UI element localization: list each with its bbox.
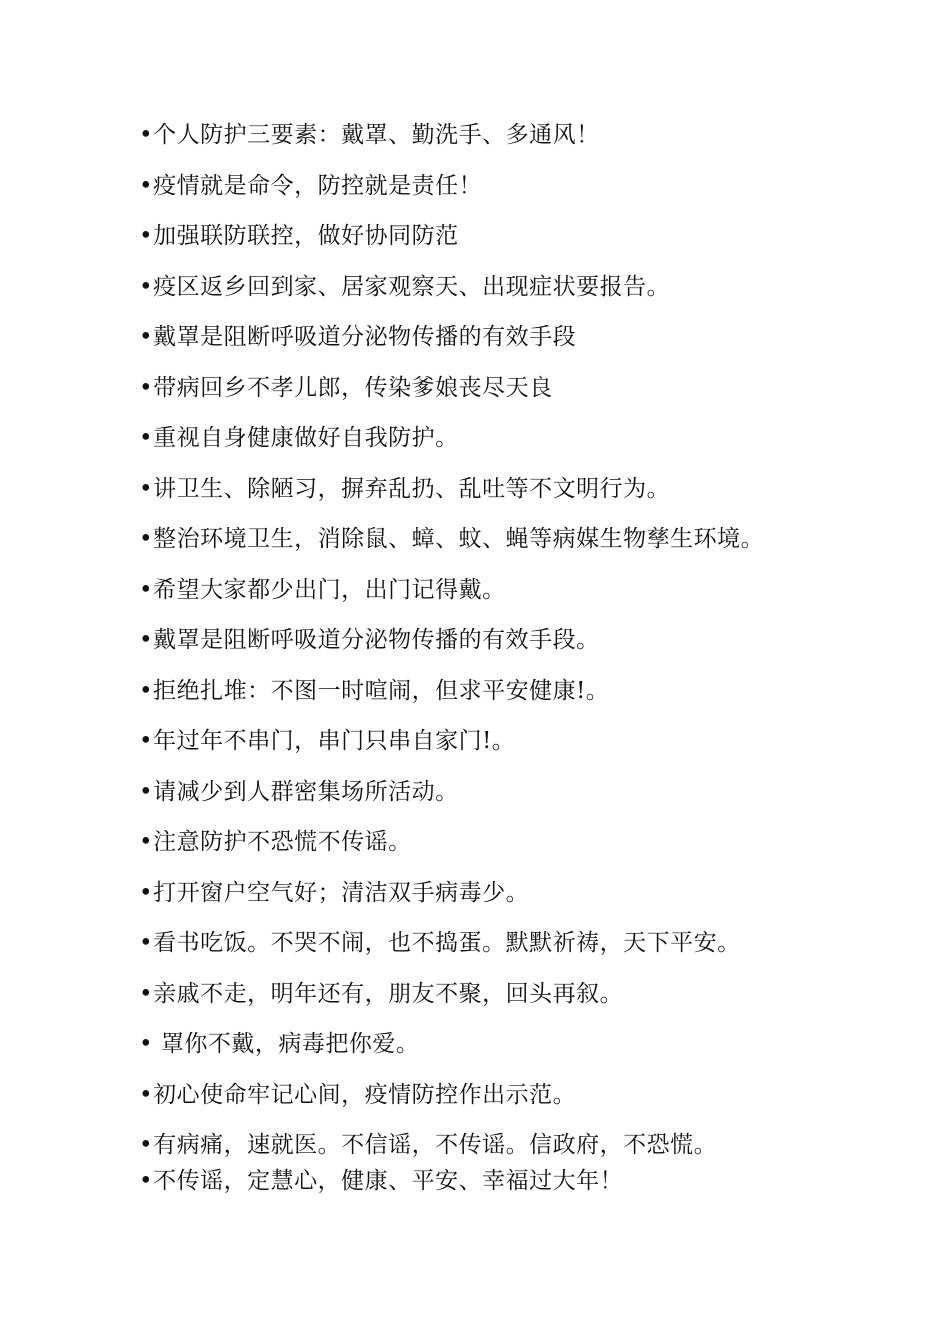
list-item: •打开窗户空气好；清洁双手病毒少。 — [139, 879, 530, 906]
slogan-list — [139, 112, 919, 1209]
list-item: •疫区返乡回到家、居家观察天、出现症状要报告。 — [139, 273, 671, 300]
list-item: •疫情就是命令，防控就是责任！ — [139, 172, 483, 199]
list-item: •不传谣，定慧心，健康、平安、幸福过大年！ — [139, 1168, 624, 1194]
list-item: •初心使命牢记心间，疫情防控作出示范。 — [139, 1081, 577, 1108]
list-item: •个人防护三要素：戴罩、勤洗手、多通风！ — [139, 122, 600, 148]
list-item: •加强联防联控，做好协同防范 — [139, 223, 459, 249]
list-item: • 罩你不戴，病毒把你爱。 — [139, 1031, 420, 1057]
list-item: •讲卫生、除陋习，摒弃乱扔、乱吐等不文明行为。 — [139, 475, 671, 502]
list-item: •注意防护不恐慌不传谣。 — [139, 829, 412, 855]
list-item: •有病痛，速就医。不信谣，不传谣。信政府，不恐慌。 — [139, 1132, 718, 1158]
list-item: •拒绝扎堆：不图一时喧闹，但求平安健康!。 — [139, 677, 610, 704]
list-item: •看书吃饭。不哭不闹，也不捣蛋。默默祈祷，天下平安。 — [139, 930, 741, 956]
list-item: •整治环境卫生，消除鼠、蟑、蚊、蝇等病媒生物孳生环境。 — [139, 526, 765, 552]
list-item: •戴罩是阻断呼吸道分泌物传播的有效手段。 — [139, 627, 600, 653]
list-item: •带病回乡不孝儿郎，传染爹娘丧尽天良 — [139, 374, 553, 401]
list-item: •亲戚不走，明年还有，朋友不聚，回头再叙。 — [139, 980, 624, 1007]
list-item: •年过年不串门，串门只串自家门!。 — [139, 728, 516, 754]
list-item: •请减少到人群密集场所活动。 — [139, 778, 459, 805]
list-item: •重视自身健康做好自我防护。 — [139, 425, 459, 451]
list-item: •戴罩是阻断呼吸道分泌物传播的有效手段 — [139, 324, 577, 350]
list-item: •希望大家都少出门，出门记得戴。 — [139, 576, 506, 603]
